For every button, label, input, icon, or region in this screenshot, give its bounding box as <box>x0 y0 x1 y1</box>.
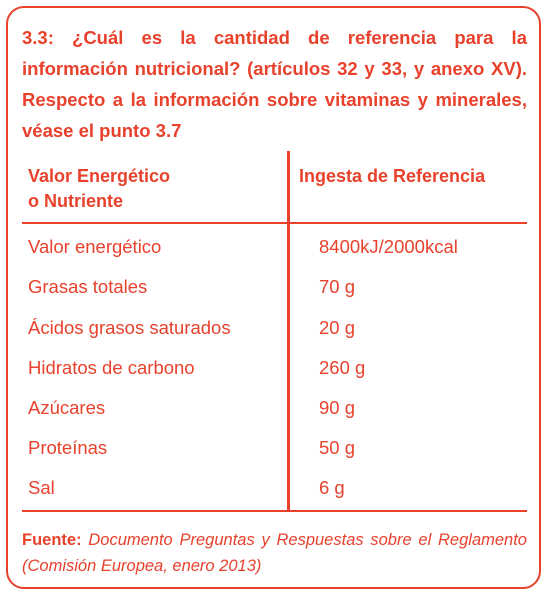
nutrient-name: Valor energético <box>28 236 162 257</box>
source-note <box>22 527 527 579</box>
table-row <box>22 308 527 348</box>
table-row <box>22 348 527 388</box>
reference-value: 8400kJ/2000kcal <box>319 236 458 257</box>
source-label: Fuente: <box>22 531 82 549</box>
table-row <box>22 468 527 508</box>
table-bottom-divider <box>22 510 527 512</box>
reference-value: 70 g <box>319 276 356 297</box>
reference-value: 6 g <box>319 477 345 498</box>
header-divider <box>22 222 527 224</box>
reference-value: 20 g <box>319 317 356 338</box>
nutrient-name: Ácidos grasos saturados <box>28 317 231 338</box>
nutrient-name: Proteínas <box>28 437 108 458</box>
header-nutrient-line1: Valor Energético <box>28 166 171 186</box>
reference-value: 50 g <box>319 437 356 458</box>
nutrient-name: Grasas totales <box>28 276 148 297</box>
nutrient-name: Hidratos de carbono <box>28 357 195 378</box>
nutrient-name: Sal <box>28 477 55 498</box>
header-nutrient-line2: o Nutriente <box>28 191 124 211</box>
reference-intake-table <box>22 151 527 512</box>
header-nutrient <box>28 164 268 214</box>
table-row <box>22 227 527 267</box>
info-box <box>6 6 541 589</box>
table-row <box>22 388 527 428</box>
reference-value: 90 g <box>319 397 356 418</box>
nutrient-name: Azúcares <box>28 397 106 418</box>
header-reference-intake: Ingesta de Referencia <box>299 166 486 186</box>
table-row <box>22 267 527 307</box>
reference-value: 260 g <box>319 357 366 378</box>
question-heading: 3.3: ¿Cuál es la cantidad de referencia para la información nutricional? (artículos 32 y 33, y anexo XV). Respecto a la información sobre vitaminas y minerales, véase el punto 3.7 <box>22 27 527 141</box>
table-row <box>22 428 527 468</box>
source-text: Documento Preguntas y Respuestas sobre el Reglamento (Comisión Europea, enero 2013) <box>22 531 527 575</box>
